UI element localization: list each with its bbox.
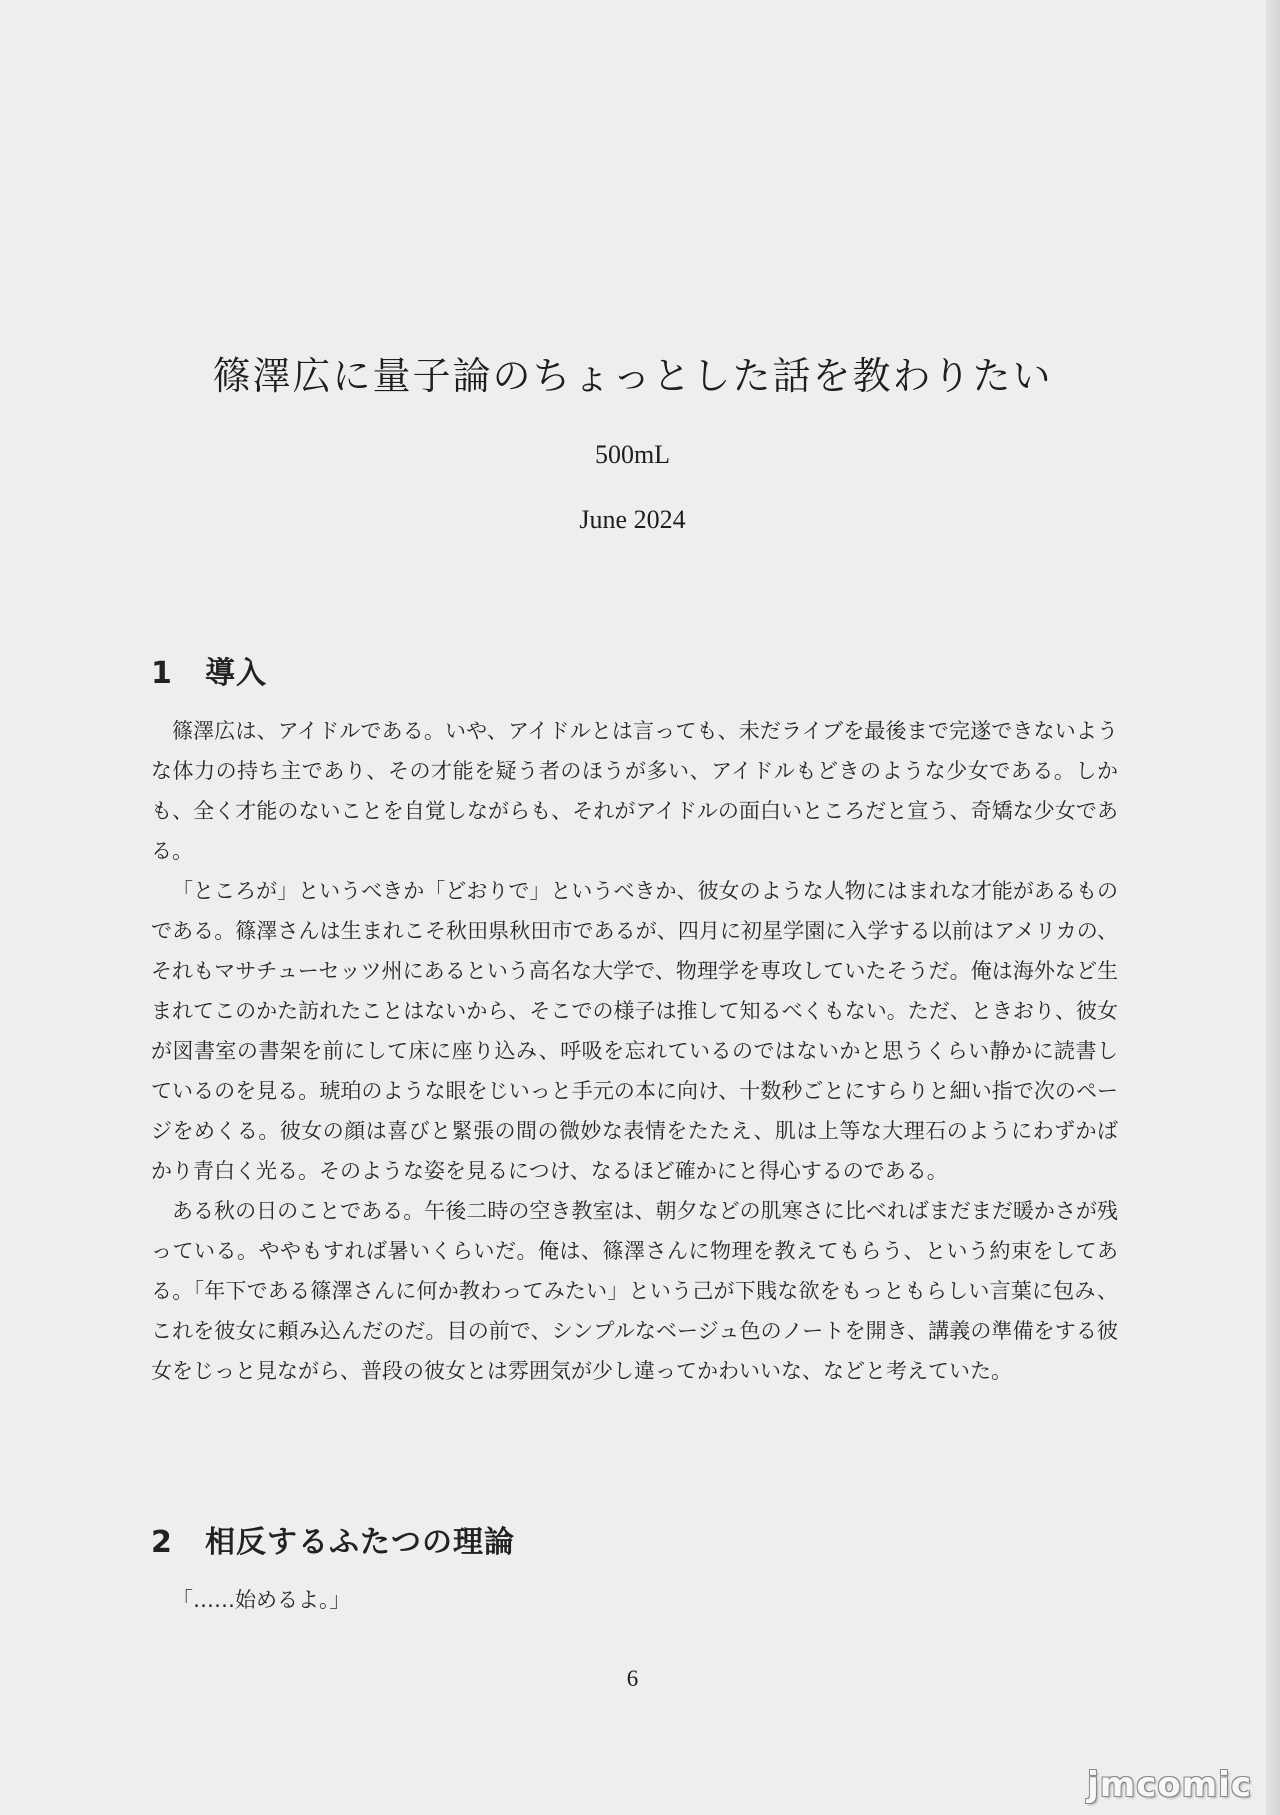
section-1-body (151, 711, 1118, 1391)
document-author: 500mL (594, 440, 671, 469)
section-2-body (151, 1580, 1118, 1620)
paragraph: 篠澤広は、アイドルである。いや、アイドルとは言っても、未だライブを最後まで完遂できないような体力の持ち主であり、その才能を疑う者のほうが多い、アイドルもどきのような少女である。しかも、全く才能のないことを自覚しながらも、それがアイドルの面白いところだと宣う、奇矯な少女である。 (151, 719, 1118, 863)
document-title: 篠澤広に量子論のちょっとした話を教わりたい (212, 354, 1053, 398)
document-date: June 2024 (579, 505, 686, 534)
page-number: 6 (626, 1666, 639, 1691)
section-title: 導入 (205, 656, 267, 691)
section-title: 相反するふたつの理論 (205, 1525, 515, 1560)
section-number: 2 (151, 1525, 173, 1560)
paragraph: 「ところが」というべきか「どおりで」というべきか、彼女のような人物にはまれな才能があるものである。篠澤さんは生まれこそ秋田県秋田市であるが、四月に初星学園に入学する以前はアメリカの、それもマサチューセッツ州にあるという高名な大学で、物理学を専攻していたそうだ。俺は海外など生まれてこのかた訪れたことはないから、そこでの様子は推して知るべくもない。ただ、ときおり、彼女が図書室の書架を前にして床に座り込み、呼吸を忘れているのではないかと思うくらい静かに読書しているのを見る。琥珀のような眼をじいっと手元の本に向け、十数秒ごとにすらりと細い指で次のページをめくる。彼女の顔は喜びと緊張の間の微妙な表情をたたえ、肌は上等な大理石のようにわずかばかり青白く光る。そのような姿を見るにつけ、なるほど確かにと得心するのである。 (151, 879, 1118, 1183)
section-heading-2 (151, 1517, 515, 1561)
section-number: 1 (151, 656, 173, 691)
page-edge-shadow (1266, 0, 1280, 1815)
paragraph: 「……始めるよ。」 (172, 1588, 351, 1612)
paragraph: ある秋の日のことである。午後二時の空き教室は、朝夕などの肌寒さに比べればまだまだ暖かさが残っている。ややもすれば暑いくらいだ。俺は、篠澤さんに物理を教えてもらう、という約束をしてある。「年下である篠澤さんに何か教わってみたい」という己が下賎な欲をもっともらしい言葉に包み、これを彼女に頼み込んだのだ。目の前で、シンプルなベージュ色のノートを開き、講義の準備をする彼女をじっと見ながら、普段の彼女とは雰囲気が少し違ってかわいいな、などと考えていた。 (151, 1199, 1118, 1383)
section-heading-1 (151, 648, 267, 692)
watermark-logo: jmcomic (1087, 1765, 1252, 1805)
